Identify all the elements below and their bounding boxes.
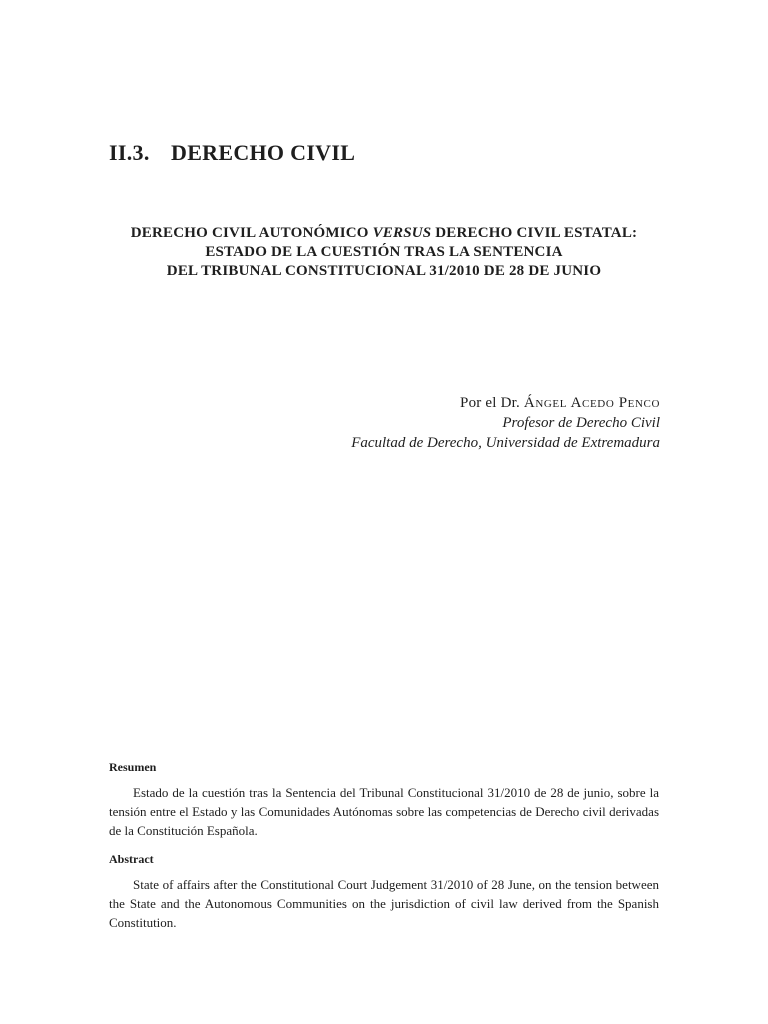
resumen-label: Resumen	[109, 760, 157, 774]
resumen-section	[109, 758, 659, 840]
section-heading	[109, 140, 355, 166]
article-title-line-1-end: DERECHO CIVIL ESTATAL:	[431, 225, 638, 241]
resumen-text: Estado de la cuestión tras la Sentencia del Tribunal Constitucional 31/2010 de 28 de junio, sobre la tensión entre el Estado y las Comunidades Autónomas sobre las competencias de Derecho civil derivadas de la Constitución Española.	[109, 785, 659, 838]
author-line	[351, 393, 660, 413]
author-position: Profesor de Derecho Civil	[502, 415, 660, 431]
author-name: Ángel Acedo Penco	[523, 395, 660, 411]
article-title-line-1	[100, 224, 668, 243]
abstract-label: Abstract	[109, 852, 154, 866]
abstract-section	[109, 850, 659, 932]
article-title	[100, 224, 668, 281]
author-institution: Facultad de Derecho, Universidad de Extremadura	[351, 435, 660, 451]
article-title-line-1-start: DERECHO CIVIL AUTONÓMICO	[130, 225, 373, 241]
article-title-line-3: DEL TRIBUNAL CONSTITUCIONAL 31/2010 DE 28 DE JUNIO	[166, 263, 602, 279]
section-title: DERECHO CIVIL	[171, 140, 356, 165]
section-number: II.3.	[109, 140, 150, 165]
article-title-versus: VERSUS	[372, 225, 432, 241]
author-prefix: Por el Dr.	[460, 395, 524, 411]
article-title-line-2: ESTADO DE LA CUESTIÓN TRAS LA SENTENCIA	[205, 244, 563, 260]
abstract-text: State of affairs after the Constitutional Court Judgement 31/2010 of 28 June, on the tension between the State and the Autonomous Communities on the jurisdiction of civil law derived from the Spanish Constitution.	[109, 877, 659, 930]
author-byline	[351, 393, 660, 453]
